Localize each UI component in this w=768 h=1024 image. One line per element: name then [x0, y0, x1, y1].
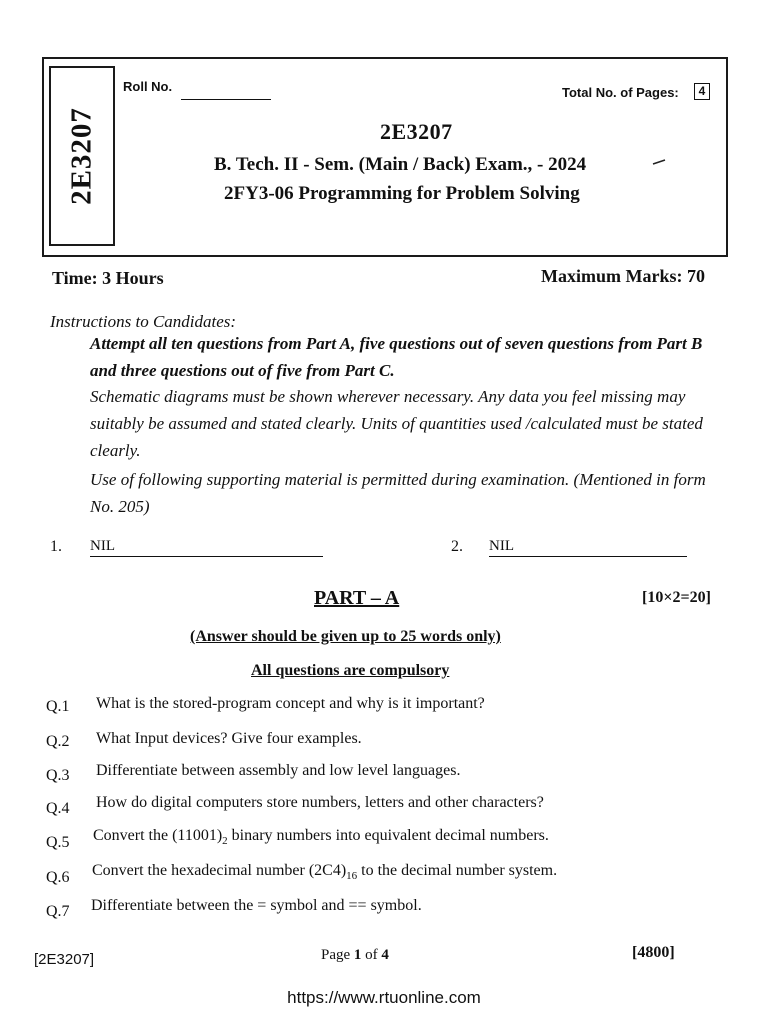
maximum-marks: Maximum Marks: 70	[541, 266, 705, 286]
website-url[interactable]: https://www.rtuonline.com	[287, 988, 481, 1007]
instructions-heading: Instructions to Candidates:	[50, 312, 237, 331]
material-value: NIL	[90, 538, 115, 554]
footer-paper-code: [2E3207]	[34, 951, 95, 968]
stray-pen-mark	[652, 158, 666, 166]
question-text: What is the stored-program concept and why is it important?	[96, 695, 485, 712]
material-value: NIL	[489, 538, 514, 554]
material-number: 2.	[451, 538, 463, 555]
question-text: Convert the hexadecimal number $(2C4)_{16}$ to the decimal number system.	[92, 862, 558, 883]
page-indicator: Page 1 of 4	[321, 947, 389, 963]
question-number: Q.5	[46, 834, 70, 851]
question-number: Q.6	[46, 869, 70, 886]
total-pages-label: Total No. of Pages:	[562, 85, 679, 100]
exam-title: B. Tech. II - Sem. (Main / Back) Exam., - 2024	[214, 154, 587, 175]
material-line	[489, 556, 687, 557]
part-a-title: PART – A	[314, 587, 400, 609]
question-number: Q.1	[46, 698, 70, 715]
instruction-diagrams: Schematic diagrams must be shown wherever necessary. Any data you feel missing may suitably be assumed and stated clearly. Units of quantities used /calculated must be stated clearly.	[90, 387, 703, 460]
paper-code: 2E3207	[380, 119, 453, 144]
instruction-attempt: Attempt all ten questions from Part A, five questions out of seven questions from Part B and three questions out of five from Part C.	[90, 334, 703, 380]
subject-title: 2FY3-06 Programming for Problem Solving	[224, 183, 580, 204]
question-number: Q.3	[46, 767, 70, 784]
roll-number-label: Roll No.	[123, 79, 173, 94]
part-a-marks: [10×2=20]	[642, 589, 711, 606]
subscript-base: 16	[346, 870, 358, 883]
paper-code-vertical: 2E3207	[65, 107, 98, 205]
question-text: Differentiate between the = symbol and == symbol.	[91, 897, 422, 914]
part-a-compulsory-note: All questions are compulsory	[251, 662, 450, 679]
part-a-word-limit-note: (Answer should be given up to 25 words only)	[190, 628, 501, 645]
roll-number-field	[181, 99, 271, 100]
material-number: 1.	[50, 538, 62, 555]
exam-duration: Time: 3 Hours	[52, 268, 164, 288]
question-text: Convert the $(11001)_2$ binary numbers into equivalent decimal numbers.	[93, 827, 549, 848]
instruction-materials: Use of following supporting material is permitted during examination. (Mentioned in form No. 205)	[90, 470, 706, 516]
question-text: How do digital computers store numbers, letters and other characters?	[96, 794, 544, 811]
question-text: Differentiate between assembly and low level languages.	[96, 762, 461, 779]
material-line	[90, 556, 323, 557]
total-pages-value: 4	[694, 83, 710, 100]
question-number: Q.2	[46, 733, 70, 750]
question-number: Q.4	[46, 800, 70, 817]
footer-copies-count: [4800]	[632, 944, 675, 961]
question-number: Q.7	[46, 903, 70, 920]
subscript-base: 2	[222, 835, 228, 848]
question-text: What Input devices? Give four examples.	[96, 730, 362, 747]
